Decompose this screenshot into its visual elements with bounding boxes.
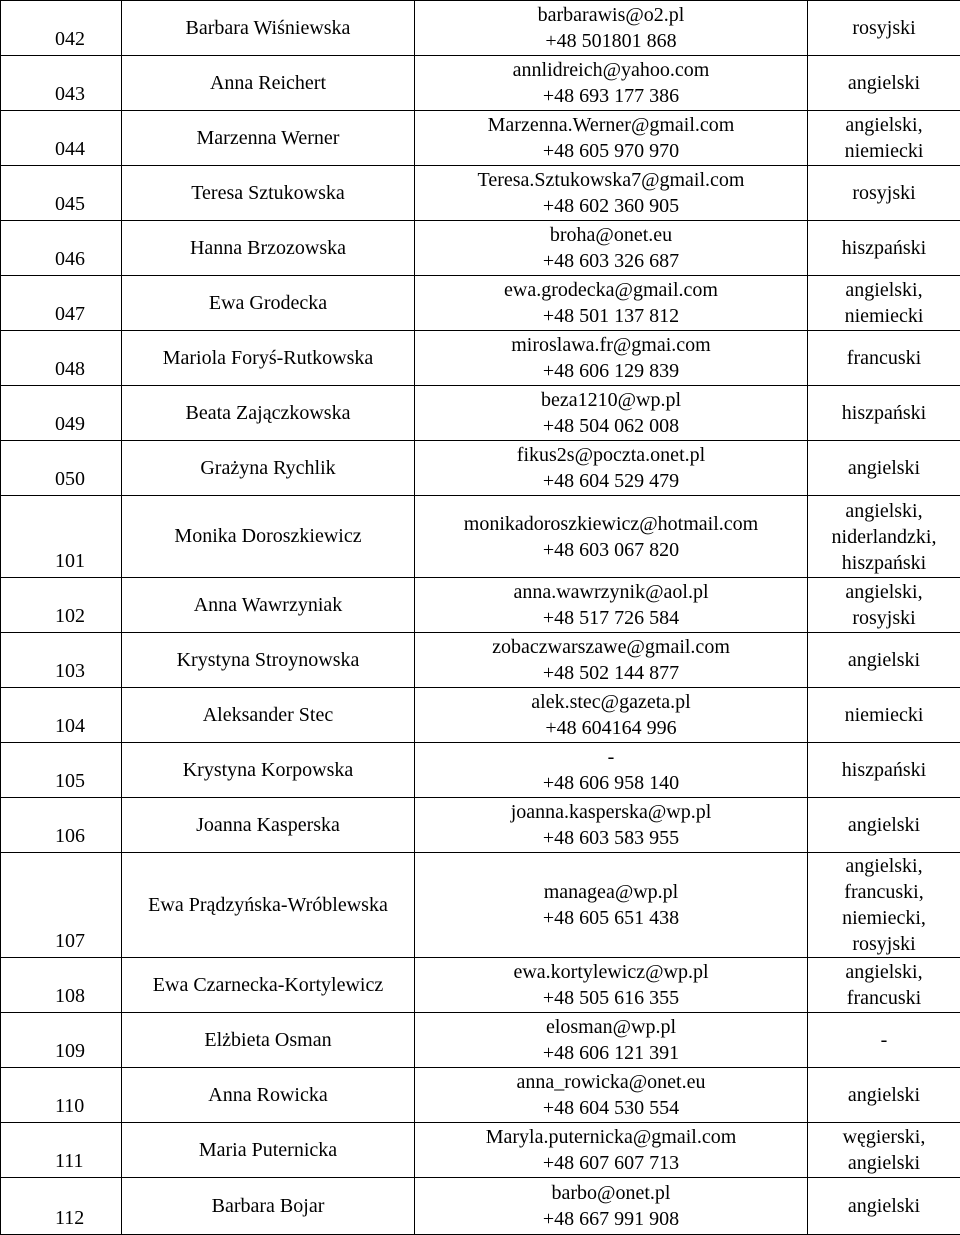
contact-cell xyxy=(415,441,808,496)
contact-cell xyxy=(415,496,808,578)
languages-cell xyxy=(808,496,960,578)
phone-number: +48 606 129 839 xyxy=(542,360,680,382)
language: angielski xyxy=(847,649,921,671)
languages-cell xyxy=(808,441,960,496)
table-row xyxy=(1,688,960,743)
email-address: managea@wp.pl xyxy=(543,881,679,903)
table-row xyxy=(1,56,960,111)
languages-cell xyxy=(808,688,960,743)
phone-number: +48 605 970 970 xyxy=(542,140,680,162)
email-address: zobaczwarszawe@gmail.com xyxy=(492,636,730,658)
email-address: barbo@onet.pl xyxy=(551,1182,671,1204)
language: niderlandzki, xyxy=(831,525,937,548)
phone-number: +48 603 326 687 xyxy=(542,250,680,272)
email-address: ewa.kortylewicz@wp.pl xyxy=(513,961,709,983)
person-name: Mariola Foryś-Rutkowska xyxy=(122,331,415,386)
email-address: Marzenna.Werner@gmail.com xyxy=(487,114,735,136)
phone-number: +48 517 726 584 xyxy=(542,607,680,629)
phone-number: +48 604164 996 xyxy=(545,717,677,739)
language: niemiecki xyxy=(844,305,924,327)
table-row xyxy=(1,221,960,276)
email-address: Maryla.puternicka@gmail.com xyxy=(485,1126,737,1148)
language: hiszpański xyxy=(841,551,927,574)
row-id: 107 xyxy=(1,853,122,958)
phone-number: +48 604 530 554 xyxy=(542,1097,680,1119)
person-name: Barbara Wiśniewska xyxy=(122,1,415,56)
table-row xyxy=(1,276,960,331)
row-id: 102 xyxy=(1,578,122,633)
table-row xyxy=(1,1178,960,1235)
contact-cell xyxy=(415,111,808,166)
person-name: Hanna Brzozowska xyxy=(122,221,415,276)
contact-cell xyxy=(415,633,808,688)
table-row xyxy=(1,441,960,496)
email-address: barbarawis@o2.pl xyxy=(537,4,685,26)
table-row xyxy=(1,743,960,798)
languages-cell xyxy=(808,221,960,276)
table-row xyxy=(1,633,960,688)
person-name: Ewa Grodecka xyxy=(122,276,415,331)
email-address: beza1210@wp.pl xyxy=(540,389,682,411)
contact-cell xyxy=(415,1123,808,1178)
language: francuski, xyxy=(844,881,924,903)
contact-cell xyxy=(415,1178,808,1235)
table-row xyxy=(1,111,960,166)
person-name: Anna Rowicka xyxy=(122,1068,415,1123)
person-name: Teresa Sztukowska xyxy=(122,166,415,221)
languages-cell xyxy=(808,633,960,688)
email-address: ewa.grodecka@gmail.com xyxy=(504,279,718,301)
contact-cell xyxy=(415,853,808,958)
email-address: broha@onet.eu xyxy=(549,224,673,246)
table-row xyxy=(1,496,960,578)
language: francuski xyxy=(846,987,922,1009)
languages-cell xyxy=(808,853,960,958)
language: angielski xyxy=(847,72,921,94)
contact-cell xyxy=(415,1068,808,1123)
person-name: Ewa Czarnecka-Kortylewicz xyxy=(122,958,415,1013)
languages-cell xyxy=(808,276,960,331)
table-row xyxy=(1,1,960,56)
person-name: Maria Puternicka xyxy=(122,1123,415,1178)
row-id: 049 xyxy=(1,386,122,441)
person-name: Elżbieta Osman xyxy=(122,1013,415,1068)
table-row xyxy=(1,386,960,441)
languages-cell xyxy=(808,798,960,853)
language: angielski, xyxy=(845,855,923,877)
row-id: 042 xyxy=(1,1,122,56)
contact-cell xyxy=(415,1,808,56)
language: niemiecki xyxy=(844,704,924,726)
row-id: 111 xyxy=(1,1123,122,1178)
table-row xyxy=(1,1013,960,1068)
person-name: Anna Reichert xyxy=(122,56,415,111)
row-id: 104 xyxy=(1,688,122,743)
language: angielski xyxy=(847,1084,921,1106)
person-name: Anna Wawrzyniak xyxy=(122,578,415,633)
languages-cell xyxy=(808,1178,960,1235)
contact-cell xyxy=(415,166,808,221)
phone-number: +48 603 067 820 xyxy=(542,538,680,561)
phone-number: +48 607 607 713 xyxy=(542,1152,680,1174)
languages-cell xyxy=(808,1123,960,1178)
email-address: anna.wawrzynik@aol.pl xyxy=(513,581,709,603)
language: rosyjski xyxy=(852,607,916,629)
language: angielski, xyxy=(845,961,923,983)
contact-cell xyxy=(415,221,808,276)
table-body xyxy=(1,1,960,1235)
contact-cell xyxy=(415,798,808,853)
language: hiszpański xyxy=(841,759,927,781)
person-name: Aleksander Stec xyxy=(122,688,415,743)
language: angielski, xyxy=(845,114,923,136)
row-id: 050 xyxy=(1,441,122,496)
contact-cell xyxy=(415,578,808,633)
language: angielski, xyxy=(845,499,923,522)
row-id: 105 xyxy=(1,743,122,798)
person-name: Ewa Prądzyńska-Wróblewska xyxy=(122,853,415,958)
row-id: 047 xyxy=(1,276,122,331)
email-address: annlidreich@yahoo.com xyxy=(512,59,710,81)
table-row xyxy=(1,578,960,633)
row-id: 046 xyxy=(1,221,122,276)
email-address: elosman@wp.pl xyxy=(545,1016,677,1038)
contact-cell xyxy=(415,56,808,111)
phone-number: +48 505 616 355 xyxy=(542,987,680,1009)
person-name: Joanna Kasperska xyxy=(122,798,415,853)
phone-number: +48 605 651 438 xyxy=(542,907,680,929)
person-name: Krystyna Stroynowska xyxy=(122,633,415,688)
row-id: 110 xyxy=(1,1068,122,1123)
languages-cell xyxy=(808,1013,960,1068)
language: niemiecki xyxy=(844,140,924,162)
email-address: alek.stec@gazeta.pl xyxy=(531,691,691,713)
row-id: 043 xyxy=(1,56,122,111)
row-id: 048 xyxy=(1,331,122,386)
phone-number: +48 693 177 386 xyxy=(542,85,680,107)
person-name: Barbara Bojar xyxy=(122,1178,415,1235)
email-address: fikus2s@poczta.onet.pl xyxy=(516,444,706,466)
language: francuski xyxy=(846,347,922,369)
language: angielski, xyxy=(845,581,923,603)
phone-number: +48 501801 868 xyxy=(545,30,677,52)
row-id: 109 xyxy=(1,1013,122,1068)
languages-cell xyxy=(808,111,960,166)
email-address: Teresa.Sztukowska7@gmail.com xyxy=(477,169,745,191)
languages-cell xyxy=(808,578,960,633)
languages-cell xyxy=(808,166,960,221)
language: angielski xyxy=(847,814,921,836)
language: angielski, xyxy=(845,279,923,301)
contact-cell xyxy=(415,331,808,386)
row-id: 106 xyxy=(1,798,122,853)
language: angielski xyxy=(847,1195,921,1217)
phone-number: +48 606 121 391 xyxy=(542,1042,680,1064)
phone-number: +48 603 583 955 xyxy=(542,827,680,849)
language: angielski xyxy=(847,1152,921,1174)
contact-cell xyxy=(415,688,808,743)
table-row xyxy=(1,798,960,853)
languages-cell xyxy=(808,1,960,56)
phone-number: +48 667 991 908 xyxy=(542,1208,680,1230)
row-id: 103 xyxy=(1,633,122,688)
languages-cell xyxy=(808,1068,960,1123)
email-address: - xyxy=(607,746,615,768)
person-name: Krystyna Korpowska xyxy=(122,743,415,798)
languages-cell xyxy=(808,743,960,798)
contact-cell xyxy=(415,1013,808,1068)
email-address: miroslawa.fr@gmai.com xyxy=(511,334,711,356)
languages-cell xyxy=(808,56,960,111)
table-row xyxy=(1,853,960,958)
table-row xyxy=(1,1068,960,1123)
email-address: anna_rowicka@onet.eu xyxy=(516,1071,706,1093)
language: angielski xyxy=(847,457,921,479)
phone-number: +48 604 529 479 xyxy=(542,470,680,492)
phone-number: +48 501 137 812 xyxy=(542,305,680,327)
email-address: monikadoroszkiewicz@hotmail.com xyxy=(463,512,759,535)
languages-cell xyxy=(808,958,960,1013)
language: hiszpański xyxy=(841,402,927,424)
language: rosyjski xyxy=(852,17,916,39)
person-name: Beata Zajączkowska xyxy=(122,386,415,441)
table-row xyxy=(1,331,960,386)
phone-number: +48 606 958 140 xyxy=(542,772,680,794)
row-id: 108 xyxy=(1,958,122,1013)
language: rosyjski xyxy=(852,182,916,204)
row-id: 044 xyxy=(1,111,122,166)
language: - xyxy=(880,1029,888,1051)
row-id: 101 xyxy=(1,496,122,578)
phone-number: +48 602 360 905 xyxy=(542,195,680,217)
languages-cell xyxy=(808,386,960,441)
contact-cell xyxy=(415,743,808,798)
language: rosyjski xyxy=(852,933,916,955)
row-id: 045 xyxy=(1,166,122,221)
table-row xyxy=(1,1123,960,1178)
person-name: Marzenna Werner xyxy=(122,111,415,166)
languages-cell xyxy=(808,331,960,386)
email-address: joanna.kasperska@wp.pl xyxy=(510,801,712,823)
language: węgierski, xyxy=(842,1126,926,1148)
person-name: Monika Doroszkiewicz xyxy=(122,496,415,578)
contact-cell xyxy=(415,386,808,441)
phone-number: +48 504 062 008 xyxy=(542,415,680,437)
table-row xyxy=(1,166,960,221)
phone-number: +48 502 144 877 xyxy=(542,662,680,684)
person-name: Grażyna Rychlik xyxy=(122,441,415,496)
contact-cell xyxy=(415,958,808,1013)
contact-cell xyxy=(415,276,808,331)
table-row xyxy=(1,958,960,1013)
row-id: 112 xyxy=(1,1178,122,1235)
language: niemiecki, xyxy=(842,907,926,929)
language: hiszpański xyxy=(841,237,927,259)
